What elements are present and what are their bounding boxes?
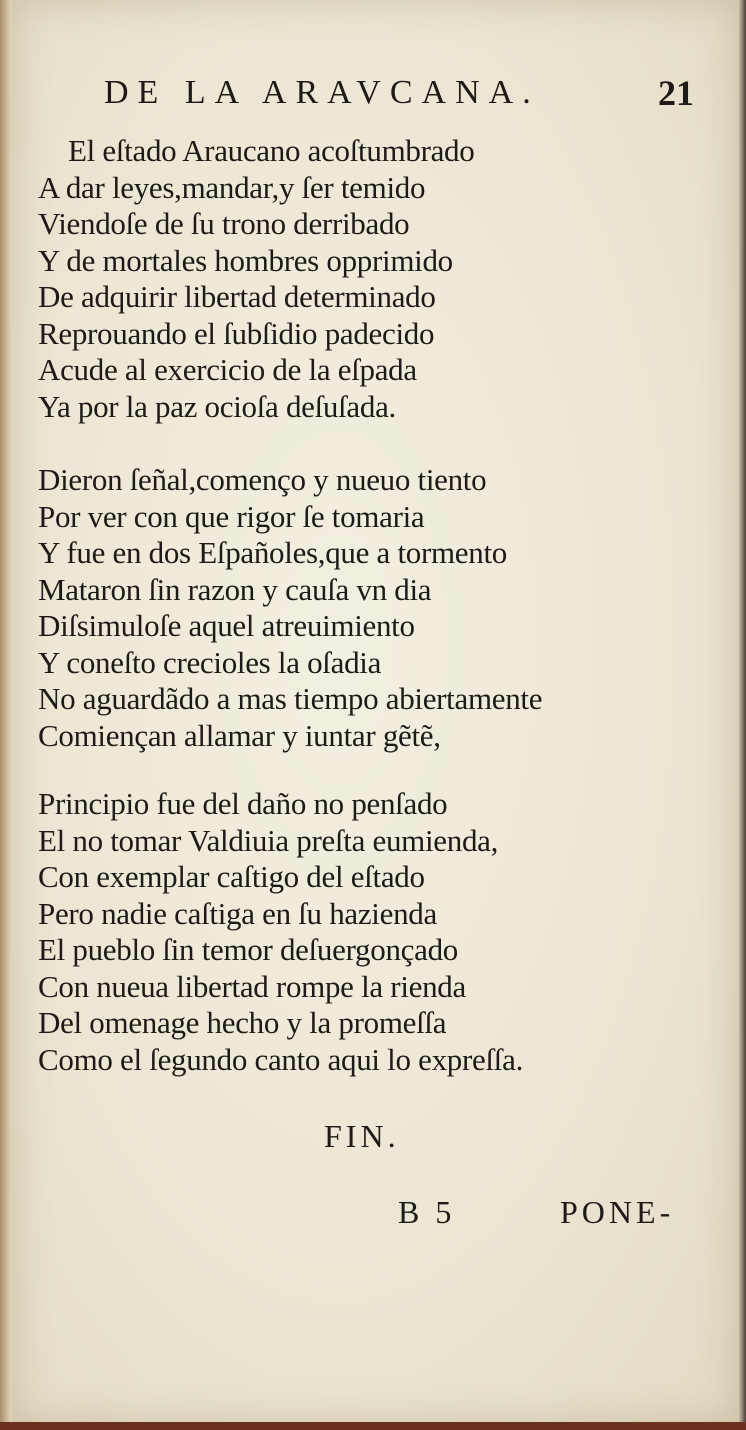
verse-line: Mataron ſin razon y cauſa vn dia <box>38 571 432 607</box>
running-head: DE LA ARAVCANA. <box>104 74 540 111</box>
book-page <box>12 0 738 1424</box>
verse-line: Viendoſe de ſu trono derribado <box>38 206 410 241</box>
page-right-edge <box>738 0 746 1430</box>
folio-number: 21 <box>658 73 694 113</box>
stanza-1 <box>38 133 678 425</box>
verse-line: Con exemplar caſtigo del eſtado <box>38 859 425 894</box>
page-bottom-edge <box>0 1422 746 1430</box>
verse-line: Acude al exercicio de la eſpada <box>38 352 417 387</box>
stanza-2 <box>38 462 678 754</box>
verse-line: Pero nadie caſtiga en ſu hazienda <box>38 895 437 931</box>
verse-line: El eſtado Araucano acoſtumbrado <box>68 133 475 168</box>
verse-line: Reprouando el ſubſidio padecido <box>38 315 435 351</box>
verse-line: Y fue en dos Eſpañoles,que a tormento <box>38 535 507 570</box>
verse-line: Ya por la paz ocioſa deſuſada. <box>38 388 397 424</box>
fin-mark: FIN. <box>324 1118 400 1154</box>
verse-line: No aguardãdo a mas tiempo abiertamente <box>38 681 543 716</box>
verse-line: El no tomar Valdiuia preſta eumienda, <box>38 822 499 858</box>
verse-line: Con nueua libertad rompe la rienda <box>38 968 466 1004</box>
verse-line: Y de mortales hombres opprimido <box>38 242 453 278</box>
verse-line: Como el ſegundo canto aqui lo expreſſa. <box>38 1041 524 1077</box>
verse-line: Comiençan allamar y iuntar gẽtẽ, <box>38 717 441 753</box>
signature-mark: B 5 <box>398 1194 456 1230</box>
verse-line: Del omenage hecho y la promeſſa <box>38 1005 447 1040</box>
verse-line: A dar leyes,mandar,y ſer temido <box>38 169 426 205</box>
catchword: PONE- <box>560 1194 675 1230</box>
verse-line: Diſsimuloſe aquel atreuimiento <box>38 608 415 643</box>
stanza-3 <box>38 786 678 1078</box>
verse-line: Principio fue del daño no penſado <box>38 786 448 821</box>
verse-line: De adquirir libertad determinado <box>38 279 436 314</box>
verse-line: Por ver con que rigor ſe tomaria <box>38 498 425 534</box>
verse-line: Y coneſto crecioles la oſadia <box>38 644 382 680</box>
verse-line: Dieron ſeñal,començo y nueuo tiento <box>38 462 487 497</box>
verse-line: El pueblo ſin temor deſuergonçado <box>38 932 458 967</box>
